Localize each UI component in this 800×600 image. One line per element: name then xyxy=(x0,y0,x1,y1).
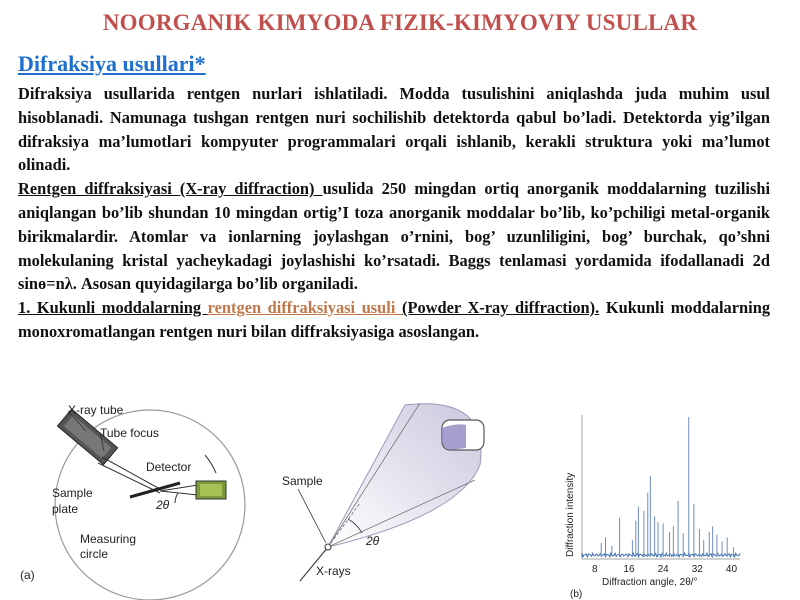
powder-term-en: (Powder X-ray diffraction). xyxy=(402,298,600,318)
x-tick-label: 24 xyxy=(657,564,669,575)
diffraction-cone-figure xyxy=(270,385,500,600)
panel-a-label: (a) xyxy=(20,568,35,582)
detector-label: Detector xyxy=(146,460,192,474)
sample-point xyxy=(325,544,331,550)
cone-two-theta-label: 2θ xyxy=(366,534,380,548)
chart-xlabel: Diffraction angle, 2θ/° xyxy=(602,577,698,588)
sample-plate xyxy=(130,483,180,497)
paragraph-2-rest: usulida 250 mingdan ortiq anorganik moddalarning tuzilishi aniqlangan bo’lib shundan 10 mingdan ortig’I toza anorganik moddalar bo’lib, ko’pchiligi metal-organik birikmalardir. Atomlar va ionlarning joylashgan o’rnini, bog’ uzunliligini, bog’ burchak, qo’shni molekulaning kristal yacheykadagi joylashishi ko’rsatadi. Baggs tenlamasi yordamida ifodallanadi 2d sinө=nλ. Asosan quyidagilarga bo’lib organiladi. xyxy=(18,179,770,294)
section-heading: Difraksiya usullari* xyxy=(18,51,206,76)
detector-window-fill xyxy=(442,424,466,450)
cone-sample-label: Sample xyxy=(282,474,323,488)
x-tick-label: 40 xyxy=(725,564,738,575)
sample-pointer xyxy=(298,489,326,543)
powder-term: 1. Kukunli moddalarning xyxy=(18,298,208,318)
figures-row xyxy=(0,385,800,600)
panel-b-label: (b) xyxy=(570,589,583,600)
powder-xrd-link[interactable]: rentgen diffraksiyasi usuli xyxy=(207,298,402,318)
diffractometer-figure xyxy=(10,385,250,600)
paragraph-2 xyxy=(18,177,770,296)
x-tick-label: 8 xyxy=(592,564,598,575)
body-text xyxy=(18,82,770,382)
angle-arc xyxy=(175,493,178,503)
peaks-layer xyxy=(582,417,740,557)
xrays-label: X-rays xyxy=(316,564,351,578)
xrd-pattern-chart xyxy=(560,385,770,600)
plate-label: plate xyxy=(52,502,79,516)
diffracted-beam-2 xyxy=(160,491,198,495)
paragraph-1: Difraksiya usullarida rentgen nurlari ishlatiladi. Modda tusulishini aniqlashda juda muhim usul hisoblanadi. Namunaga tushgan rentgen nuri sochilishib detektorda qabul bo’ladi. Detektorda yig’ilgan difraksiya ma’lumotlari kompyuter programmalari orqali ishlanib, kerakli struktura yoki ma’lumot olinadi. xyxy=(18,84,770,175)
circle-label: circle xyxy=(80,547,109,561)
xray-tube-label: X-ray tube xyxy=(68,403,124,417)
x-tick-label: 32 xyxy=(691,564,703,575)
page-title: NOORGANIK KIMYODA FIZIK-KIMYOVIY USULLAR xyxy=(102,10,698,35)
ticks-layer xyxy=(592,564,737,575)
two-theta-label: 2θ xyxy=(156,498,170,512)
chart-ylabel: Diffraction intensity xyxy=(565,472,576,557)
paragraph-3-rest: Kukunli moddalarning monoxromatlangan rentgen nuri bilan diffraksiyasiga asoslangan. xyxy=(18,298,770,341)
detector xyxy=(196,481,226,499)
tube-focus-label: Tube focus xyxy=(100,426,159,440)
x-tick-label: 16 xyxy=(623,564,635,575)
xrd-term: Rentgen diffraksiyasi (X-ray diffraction) xyxy=(18,179,323,199)
paragraph-3 xyxy=(18,296,770,344)
sample-label: Sample xyxy=(52,486,93,500)
detector-arrow xyxy=(205,455,216,473)
measuring-label: Measuring xyxy=(80,532,137,546)
